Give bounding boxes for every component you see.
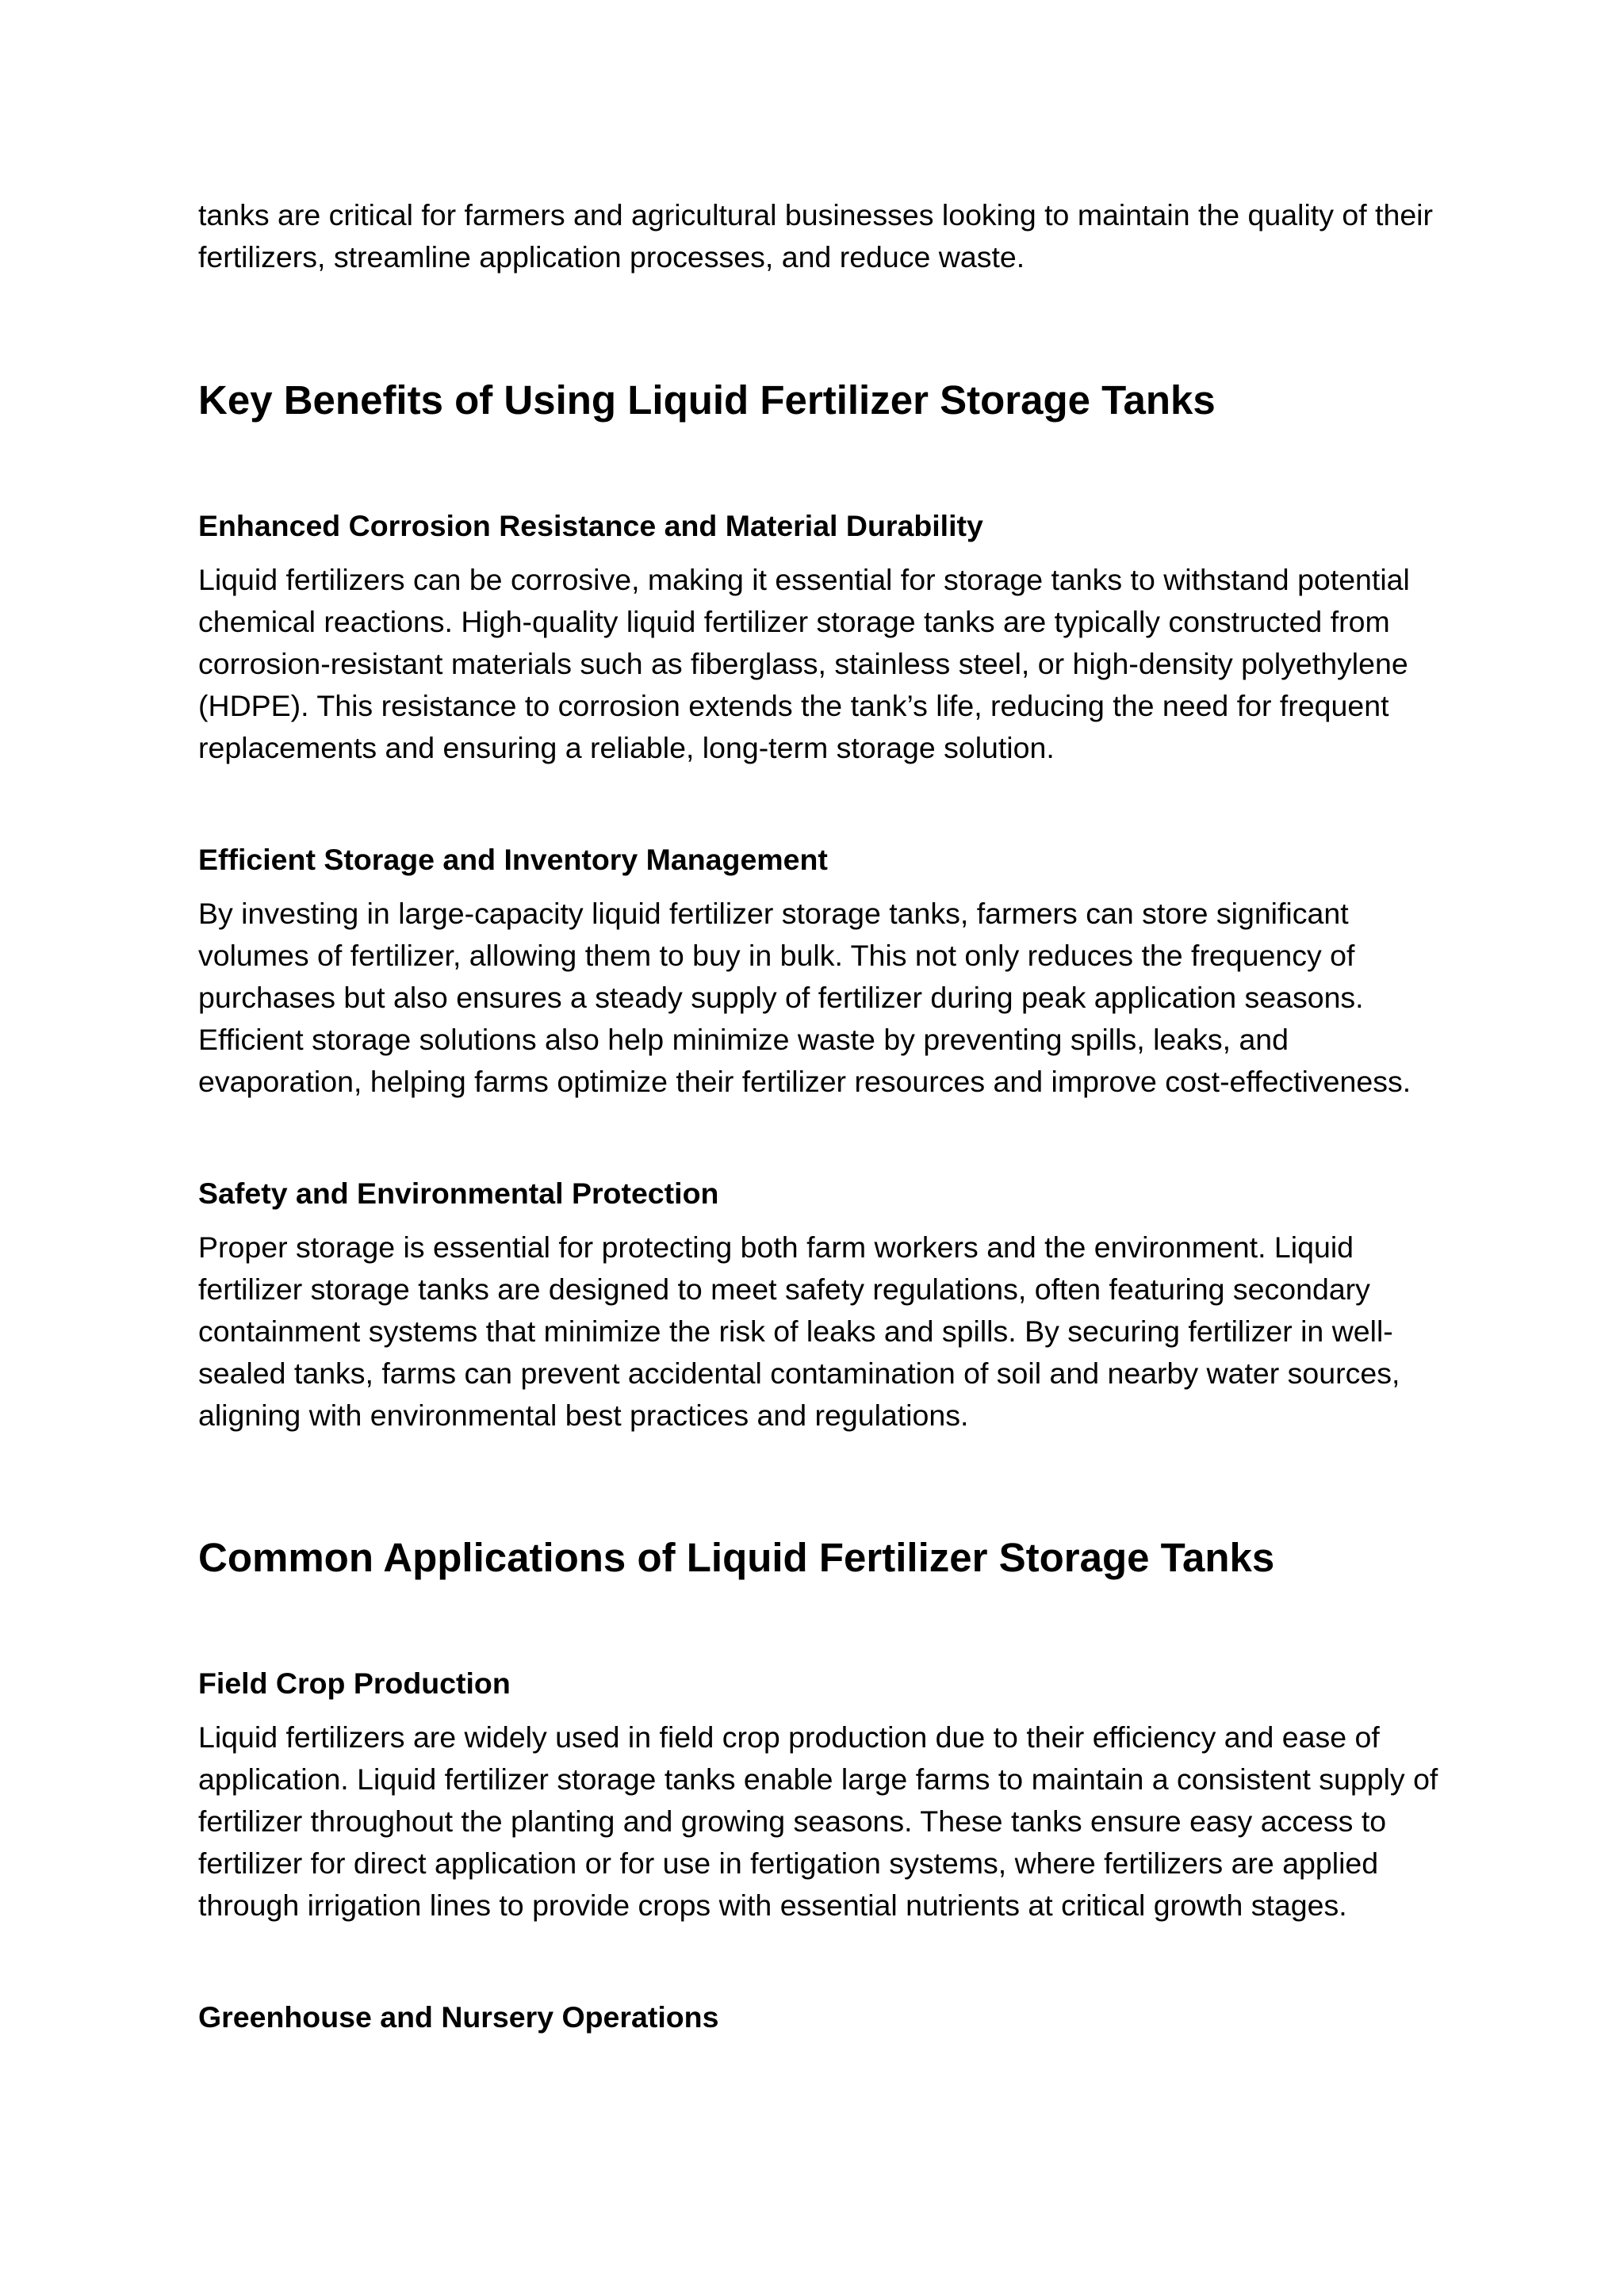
section-heading-key-benefits: Key Benefits of Using Liquid Fertilizer Storage Tanks	[198, 377, 1216, 423]
paragraph-corrosion-resistance: Liquid fertilizers can be corrosive, making it essential for storage tanks to withstand potential chemical reactions. High-quality liquid fertilizer storage tanks are typically constructed from corrosion-resistant materials such as fiberglass, stainless steel, or high-density polyethylene (HDPE). This resistance to corrosion extends the tank’s life, reducing the need for frequent replacements and ensuring a reliable, long-term storage solution.	[198, 563, 1410, 764]
intro-paragraph: tanks are critical for farmers and agricultural businesses looking to maintain the quality of their fertilizers, streamline application processes, and reduce waste.	[198, 198, 1434, 274]
subheading-field-crop: Field Crop Production	[198, 1667, 511, 1700]
subheading-corrosion-resistance: Enhanced Corrosion Resistance and Material Durability	[198, 509, 983, 542]
paragraph-efficient-storage: By investing in large-capacity liquid fertilizer storage tanks, farmers can store significant volumes of fertilizer, allowing them to buy in bulk. This not only reduces the frequency of purchases but also ensures a steady supply of fertilizer during peak application seasons. Efficient storage solutions also help minimize waste by preventing spills, leaks, and evaporation, helping farms optimize their fertilizer resources and improve cost-effectiveness.	[198, 897, 1411, 1098]
subheading-efficient-storage: Efficient Storage and Inventory Management	[198, 843, 828, 876]
paragraph-field-crop: Liquid fertilizers are widely used in field crop production due to their efficiency and ease of application. Liquid fertilizer storage tanks enable large farms to maintain a consistent supply of fertilizer throughout the planting and growing seasons. These tanks ensure easy access to fertilizer for direct application or for use in fertigation systems, where fertilizers are applied through irrigation lines to provide crops with essential nutrients at critical growth stages.	[198, 1720, 1438, 1922]
subheading-safety-environment: Safety and Environmental Protection	[198, 1177, 719, 1210]
paragraph-safety-environment: Proper storage is essential for protecting both farm workers and the environment. Liquid fertilizer storage tanks are designed to meet safety regulations, often featuring secondary containment systems that minimize the risk of leaks and spills. By securing fertilizer in well-sealed tanks, farms can prevent accidental contamination of soil and nearby water sources, aligning with environmental best practices and regulations.	[198, 1230, 1400, 1432]
document-page	[198, 194, 1451, 2036]
subheading-greenhouse-nursery: Greenhouse and Nursery Operations	[198, 2000, 719, 2034]
section-heading-common-applications: Common Applications of Liquid Fertilizer Storage Tanks	[198, 1535, 1275, 1580]
